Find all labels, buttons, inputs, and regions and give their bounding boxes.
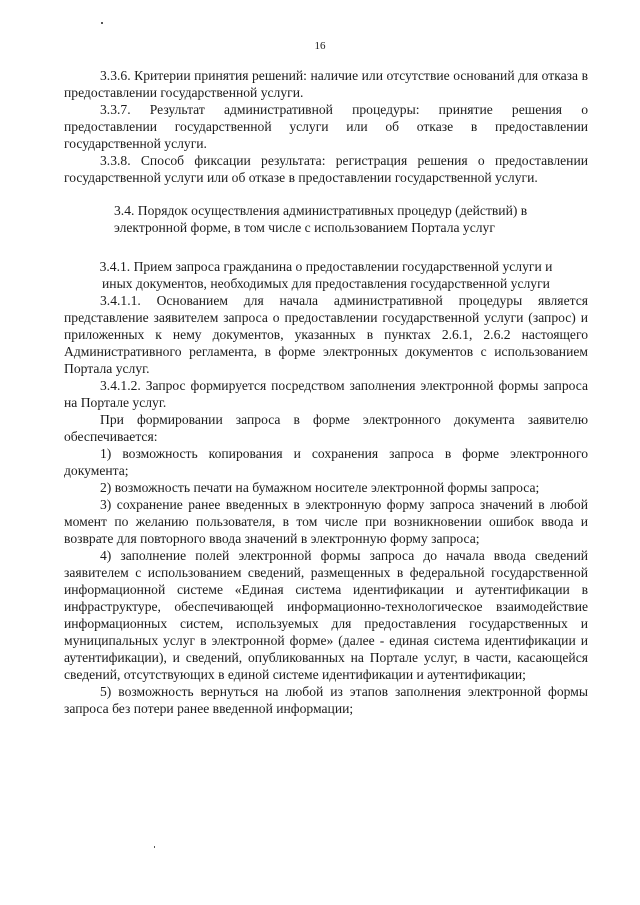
paragraph-3-3-6: 3.3.6. Критерии принятия решений: наличие или отсутствие оснований для отказа в предоставлении государственной услуги. [64, 68, 588, 100]
list-item-2: 2) возможность печати на бумажном носителе электронной формы запроса; [100, 480, 540, 495]
section-heading-3-4-1: 3.4.1. Прием запроса гражданина о предоставлении государственной услуги и иных документов, необходимых для предоставления государственной услуги [99, 259, 553, 291]
page-number: 16 [314, 40, 326, 52]
list-item-5: 5) возможность вернуться на любой из этапов заполнения электронной формы запроса без потери ранее введенной информации; [64, 684, 588, 716]
list-item-1: 1) возможность копирования и сохранения запроса в форме электронного документа; [64, 446, 588, 478]
document-body [64, 67, 588, 717]
paragraph-3-3-8: 3.3.8. Способ фиксации результата: регистрация решения о предоставлении государственной услуги или об отказе в предоставлении государственной услуги. [64, 153, 588, 185]
scan-speck [101, 22, 103, 24]
section-heading-3-4: 3.4. Порядок осуществления административных процедур (действий) в электронной форме, в том числе с использованием Портала услуг [114, 203, 528, 235]
paragraph-3-3-7: 3.3.7. Результат административной процедуры: принятие решения о предоставлении государственной услуги или об отказе в предоставлении государственной услуги. [64, 102, 588, 151]
paragraph-3-4-1-2: 3.4.1.2. Запрос формируется посредством заполнения электронной формы запроса на Портале услуг. [64, 378, 588, 410]
paragraph-intro: При формировании запроса в форме электронного документа заявителю обеспечивается: [64, 412, 588, 444]
list-item-4: 4) заполнение полей электронной формы запроса до начала ввода сведений заявителем с использованием сведений, размещенных в федеральной государственной информационной системе «Единая система идентификации и аутентификации в инфраструктуре, обеспечивающей информационно-технологическое взаимодействие информационных систем, используемых для предоставления государственных и муниципальных услуг в электронной форме» (далее - единая система идентификации и аутентификации), и сведений, опубликованных на Портале услуг, в части, касающейся сведений, отсутствующих в единой системе идентификации и аутентификации; [64, 548, 588, 682]
list-item-3: 3) сохранение ранее введенных в электронную форму запроса значений в любой момент по желанию пользователя, в том числе при возникновении ошибок ввода и возврате для повторного ввода значений в электронную форму запроса; [64, 497, 588, 546]
scan-speck [154, 846, 155, 848]
paragraph-3-4-1-1: 3.4.1.1. Основанием для начала административной процедуры является представление заявителем запроса о предоставлении государственной услуги (запрос) и приложенных к нему документов, указанных в пунктах 2.6.1, 2.6.2 настоящего Административного регламента, в форме электронных документов с использованием Портала услуг. [64, 293, 588, 376]
